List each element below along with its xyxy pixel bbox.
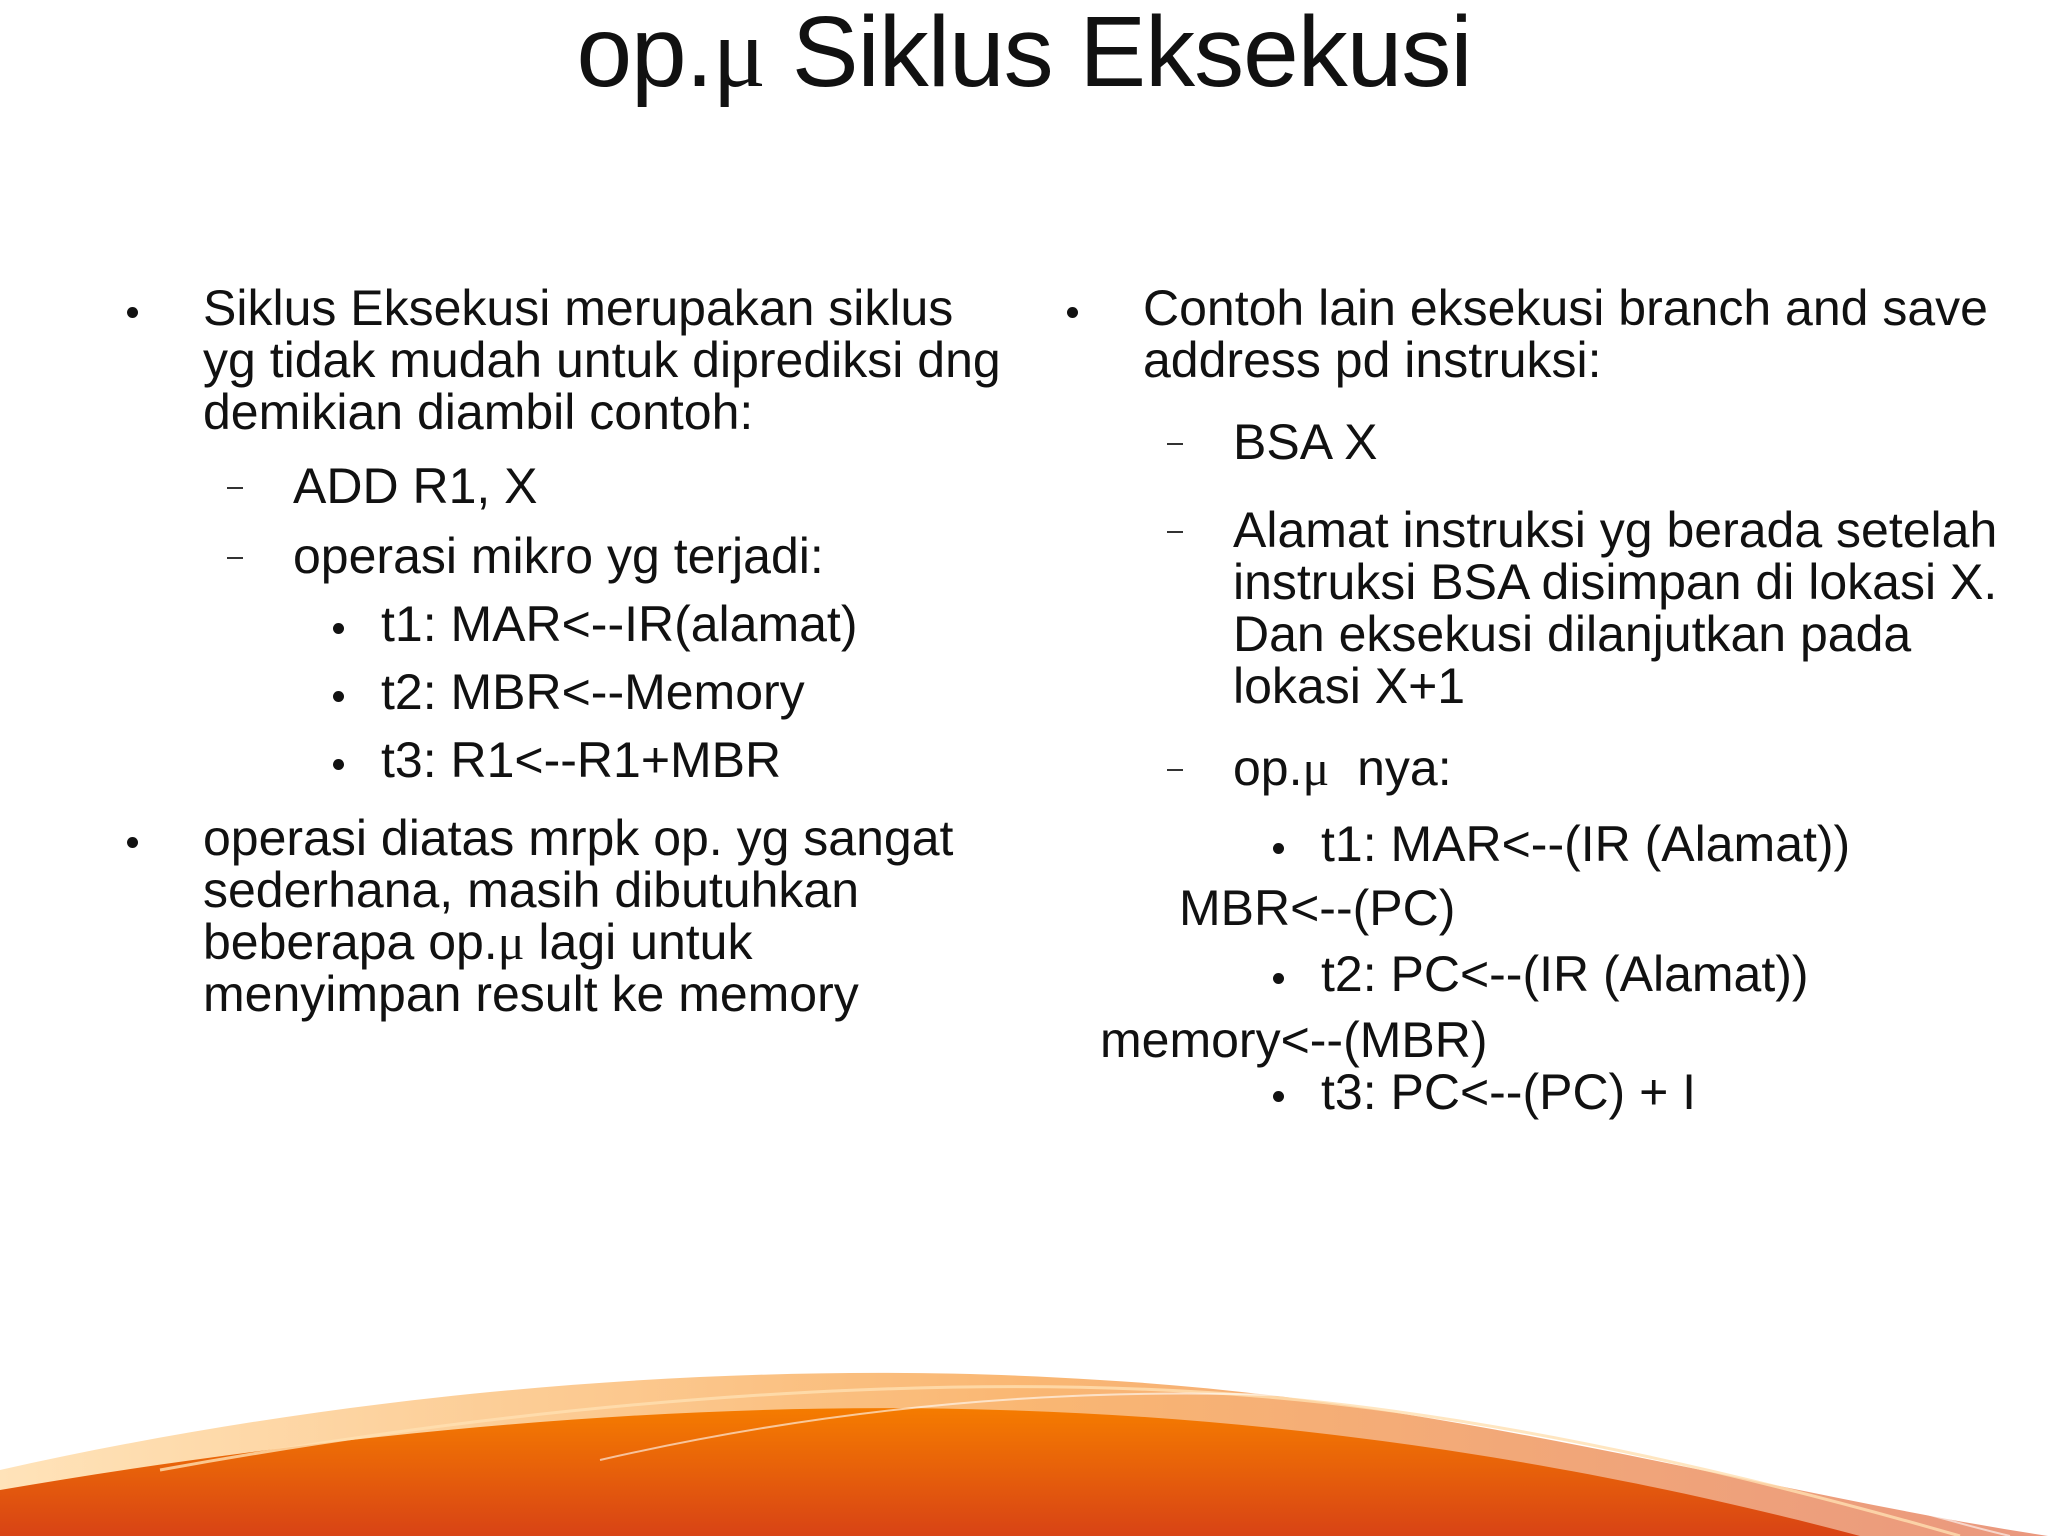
list-item: [115, 734, 1015, 786]
mu-symbol: μ: [712, 0, 766, 108]
list-item: [1055, 742, 2015, 794]
sub-item-text: ADD R1, X: [293, 458, 538, 514]
list-item: [115, 666, 1015, 718]
list-item: [115, 812, 1015, 1020]
list-item: [1055, 504, 2015, 712]
sub-item-text: BSA X: [1233, 414, 1378, 470]
dash-icon: [227, 487, 243, 489]
step-continuation: MBR<--(PC): [1179, 880, 1456, 936]
step-text: t3: R1<--R1+MBR: [381, 732, 782, 788]
step-text: t1: MAR<--IR(alamat): [381, 596, 858, 652]
sub-item-text: op.μ nya:: [1233, 740, 1452, 796]
left-column: [115, 282, 1015, 1020]
list-item: [1055, 282, 2015, 386]
bullet-dot-icon: [127, 307, 138, 318]
bullet-dot-icon: [333, 623, 344, 634]
bullet-dot-icon: [127, 837, 138, 848]
list-item: [1055, 416, 2015, 468]
step-text: t1: MAR<--(IR (Alamat)): [1321, 816, 1851, 872]
mu-symbol: μ: [1302, 740, 1330, 796]
bullet-dot-icon: [333, 691, 344, 702]
bullet-dot-icon: [333, 759, 344, 770]
list-item: [115, 282, 1015, 438]
list-item: [1055, 1066, 2015, 1118]
list-item: [1055, 818, 2015, 870]
sub-item-text: Alamat instruksi yg berada setelah instruksi BSA disimpan di lokasi X. Dan eksekusi dilanjutkan pada lokasi X+1: [1233, 502, 1998, 714]
list-item: [1055, 948, 2015, 1000]
mu-symbol: μ: [497, 914, 525, 970]
bullet-dot-icon: [1273, 973, 1284, 984]
right-column: [1055, 282, 2015, 1118]
dash-icon: [227, 557, 243, 559]
bullet-dot-icon: [1273, 1091, 1284, 1102]
step-text: t3: PC<--(PC) + I: [1321, 1064, 1697, 1120]
step-text: t2: MBR<--Memory: [381, 664, 805, 720]
bullet-text: operasi diatas mrpk op. yg sangat sederhana, masih dibutuhkan beberapa op.μ lagi untuk menyimpan result ke memory: [203, 810, 954, 1022]
list-item: [115, 530, 1015, 582]
bullet-text: Contoh lain eksekusi branch and save address pd instruksi:: [1143, 280, 1988, 388]
step-text: t2: PC<--(IR (Alamat)): [1321, 946, 1809, 1002]
slide-title: op.μ Siklus Eksekusi: [0, 0, 2048, 105]
list-item: [115, 598, 1015, 650]
decorative-wave: [0, 1320, 2048, 1536]
dash-icon: [1167, 443, 1183, 445]
dash-icon: [1167, 769, 1183, 771]
bullet-dot-icon: [1067, 307, 1078, 318]
sub-item-text: operasi mikro yg terjadi:: [293, 528, 824, 584]
list-item: [115, 460, 1015, 512]
dash-icon: [1167, 531, 1183, 533]
bullet-dot-icon: [1273, 843, 1284, 854]
bullet-text: Siklus Eksekusi merupakan siklus yg tidak mudah untuk diprediksi dng demikian diambil contoh:: [203, 280, 1001, 440]
step-continuation: memory<--(MBR): [1100, 1012, 1488, 1068]
